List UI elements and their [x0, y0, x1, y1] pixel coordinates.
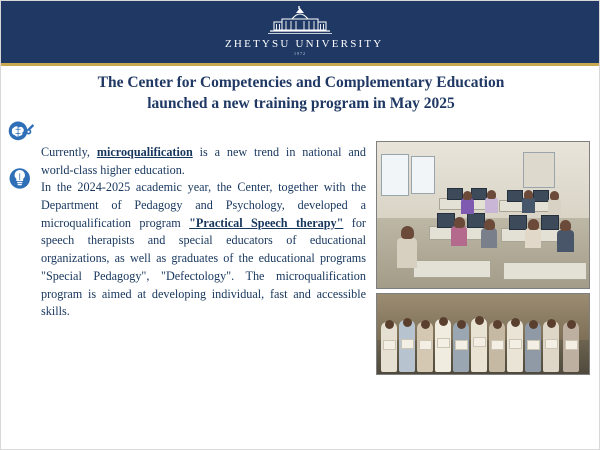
classroom-window	[381, 154, 409, 196]
group-member-head	[529, 320, 538, 329]
classroom-student	[481, 228, 497, 248]
certificate	[383, 340, 396, 350]
classroom-monitor	[509, 215, 527, 230]
certificate	[419, 340, 432, 350]
microqualification-highlight: microqualification	[96, 145, 193, 159]
computer-classroom-photo	[376, 141, 590, 289]
certificate	[491, 340, 504, 350]
classroom-student-head	[484, 219, 495, 230]
paragraph-1	[41, 144, 366, 179]
group-member-head	[385, 320, 394, 329]
classroom-student-head	[550, 191, 559, 200]
classroom-monitor	[467, 213, 485, 228]
paragraph-2	[41, 179, 366, 321]
title-line-1: The Center for Competencies and Complementary Education	[97, 74, 505, 91]
certificate	[455, 340, 468, 350]
classroom-student-head	[454, 217, 465, 228]
classroom-monitor	[447, 188, 463, 200]
brain-gear-icon	[7, 119, 41, 153]
university-building-logo-icon	[252, 5, 348, 37]
title-line-2: launched a new training program in May 2025	[147, 94, 455, 112]
certificate	[509, 339, 522, 349]
classroom-student	[485, 197, 498, 213]
header-accent-line	[1, 63, 600, 66]
group-member-head	[421, 320, 430, 329]
paragraph-1-post: is a new trend in national and world-class higher education.	[41, 145, 366, 177]
university-logo	[225, 5, 384, 61]
classroom-student	[525, 228, 541, 248]
paragraph-2-pre: In the 2024-2025 academic year, the Center, together with the Department of Pedagogy and Psychology, developed a microqualification program	[41, 180, 366, 230]
classroom-student	[451, 226, 467, 246]
group-member-head	[439, 317, 448, 326]
classroom-door	[523, 152, 555, 188]
body-text	[41, 144, 366, 321]
classroom-desk	[413, 260, 491, 278]
classroom-student	[557, 230, 574, 252]
group-member-head	[547, 319, 556, 328]
classroom-student-head	[524, 190, 533, 199]
classroom-student-head	[463, 191, 472, 200]
group-member-head	[567, 320, 576, 329]
classroom-student-head	[528, 219, 539, 230]
classroom-student	[548, 198, 561, 214]
page-title	[25, 73, 577, 115]
paragraph-1-pre: Currently,	[41, 145, 97, 159]
classroom-student-head	[487, 190, 496, 199]
practical-speech-therapy-highlight: "Practical Speech therapy"	[189, 215, 344, 230]
group-member-head	[475, 316, 484, 325]
group-member-head	[403, 318, 412, 327]
certificate	[565, 340, 578, 350]
certificate	[545, 339, 558, 349]
certificate	[401, 339, 414, 349]
lightbulb-idea-icon	[7, 164, 41, 198]
classroom-student-head	[401, 226, 414, 239]
classroom-monitor	[533, 190, 549, 202]
certificate	[527, 340, 540, 350]
group-member-head	[511, 318, 520, 327]
classroom-student	[461, 198, 474, 214]
paragraph-2-post: for speech therapists and special educators of educational organizations, as well as graduates of the educational programs "Special Pedagogy", "Defectology". The microqualification program is aimed at developing individual, fast and accessible skills.	[41, 215, 366, 319]
group-photo	[376, 293, 590, 375]
classroom-student	[397, 238, 417, 268]
group-member-head	[457, 320, 466, 329]
classroom-window	[411, 156, 435, 194]
classroom-monitor	[507, 190, 523, 202]
classroom-student	[522, 197, 535, 213]
classroom-monitor	[541, 215, 559, 230]
university-name: ZHETYSU UNIVERSITY	[225, 38, 384, 50]
certificate	[473, 337, 486, 347]
group-member-head	[493, 320, 502, 329]
certificate	[437, 338, 450, 348]
classroom-student-head	[560, 220, 571, 231]
university-founded-year: 1972	[294, 51, 306, 56]
classroom-desk	[503, 262, 587, 280]
